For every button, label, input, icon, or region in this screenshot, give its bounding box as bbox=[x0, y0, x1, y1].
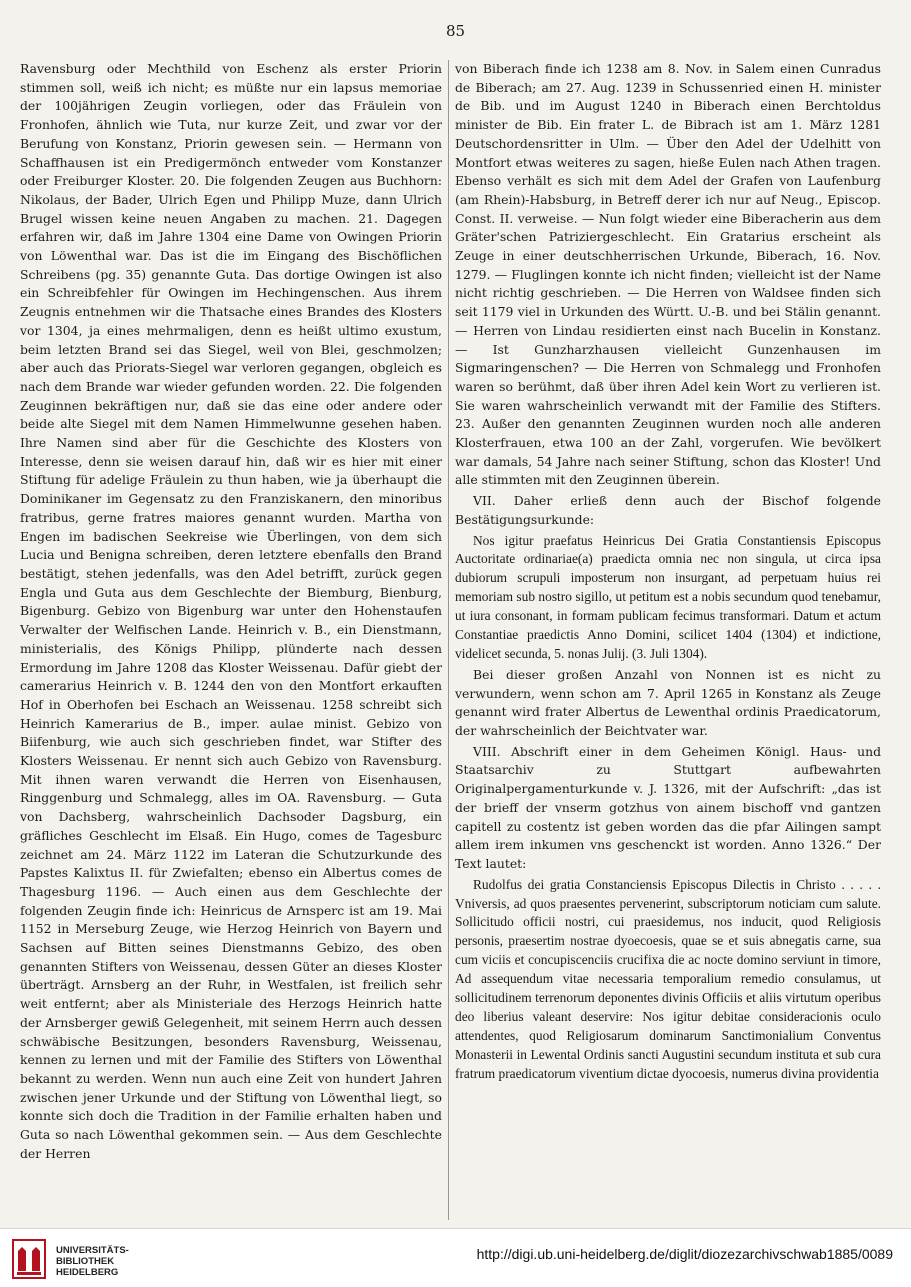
left-column bbox=[20, 60, 442, 1222]
library-name-line: BIBLIOTHEK bbox=[56, 1256, 115, 1267]
library-name-line: HEIDELBERG bbox=[56, 1267, 119, 1278]
right-paragraph: VIII. Abschrift einer in dem Geheimen Königl. Haus- und Staatsarchiv zu Stuttgart aufbewahrten Originalpergamenturkunde v. J. 1326, mit der Aufschrift: „das ist der brieff der vnserm gotzhus von ainem bischoff vnd gantzen capitell zu costentz ist geben worden das die pfar Ailingen sampt allem irem inkumen vns geschenckt ist worden. Anno 1326.“ Der Text lautet: bbox=[455, 743, 881, 871]
latin-paragraph: Rudolfus dei gratia Constanciensis Episcopus Dilectis in Christo . . . . . Vniversis, ad quos praesentes pervenerint, subscriptorum noticiam cum salute. Sollicitudo officii nostri, cui praesidemus, nos inducit, quod Religiosis personis, praesertim nostrae dyoecoesis, quae se et suis abnegatis carne, sua cum viciis et concupiscenciis crucifixa die ac nocte domino serviunt in timore, Ad assequendum vitae necessaria temporalium remedio consulamus, ut sollicitudinem terrenorum deponentes divinis Officiis et aliis virtutum operibus deo liberius valeant deservire: Nos igitur debitae consideracionis oculo attendentes, quod Religiosarum dominarum Sanctimonialium Conventus Monasterii in Lewental Ordinis sancti Augustini secundum instituta et sub cura fratrum praedicatorum viventium dictae dyocoesis, numerus divina providentia bbox=[455, 876, 881, 1081]
latin-paragraph: Nos igitur praefatus Heinricus Dei Gratia Constantiensis Episcopus Auctoritate ordinariae(a) praedicta omnia nec non singula, ut circa ipsa dubiorum scrupuli imposterum non insurgant, ad perpetuam huius rei memoriam sub nostro sigillo, ut petitum est a nobis secundum quod tenebamur, ut iura consonant, in formam publicam fecimus transformari. Datum et actum Constantiae praedictis Anno Domini, scilicet 1404 (1304) et indictione, videlicet secunda, 5. nonas Julij. (3. Juli 1304). bbox=[455, 532, 881, 662]
right-paragraph: Bei dieser großen Anzahl von Nonnen ist es nicht zu verwundern, wenn schon am 7. April 1265 in Konstanz als Zeuge genannt wird frater Albertus de Lewenthal ordinis Praedicatorum, der wahrscheinlich der Beichtvater war. bbox=[455, 666, 881, 739]
library-logo-icon[interactable] bbox=[12, 1239, 46, 1279]
library-name bbox=[56, 1245, 129, 1278]
right-paragraph: von Biberach finde ich 1238 am 8. Nov. in Salem einen Cunradus de Biberach; am 27. Aug. 1239 in Schussenried einen H. minister de Bib. und im August 1240 in Biberach einen Berchtoldus minister de Bib. Ein frater L. de Bibrach ist am 1. März 1281 Deutschordensritter in Ulm. — Über den Adel der Udelhitt von Montfort etwas weiteres zu sagen, hieße Eulen nach Athen tragen. Ebenso verhält es sich mit dem Adel der Grafen von Laufenburg (am Rhein)-Habsburg, in Betreff derer ich nur auf Neug., Episcop. Const. II. verweise. — Nun folgt wieder eine Biberacherin aus dem Gräter'schen Patriziergeschlecht. Ein Gratarius erscheint als Zeuge in einer deutschherrischen Urkunde, Biberach, 16. Nov. 1279. — Fluglingen konnte ich nicht finden; vielleicht ist der Name nicht richtig geschrieben. — Die Herren von Waldsee finden sich seit 1179 viel in Urkunden des Württ. U.-B. und bei Stälin genannt. — Herren von Lindau residierten einst nach Bucelin in Konstanz. — Ist Gunzharzhausen vielleicht Gunzenhausen im Sigmaringenschen? — Die Herren von Schmalegg und Fronhofen waren so berühmt, daß über ihren Adel kein Wort zu verlieren ist. Sie waren wahrscheinlich verwandt mit der Familie des Stifters. 23. Außer den genannten Zeuginnen wurden noch alle anderen Klosterfrauen, etwa 100 an der Zahl, vorgerufen. Wie bevölkert war damals, 54 Jahre nach seiner Stiftung, schon das Kloster! Und alle stimmten mit den Zeuginnen überein. bbox=[455, 61, 881, 488]
right-column bbox=[455, 60, 881, 1222]
right-paragraph: VII. Daher erließ denn auch der Bischof folgende Bestätigungsurkunde: bbox=[455, 493, 881, 527]
library-name-line: UNIVERSITÄTS- bbox=[56, 1245, 129, 1256]
column-divider bbox=[448, 60, 449, 1220]
footer-bar bbox=[0, 1228, 911, 1287]
page-number: 85 bbox=[445, 22, 466, 40]
left-paragraph: Ravensburg oder Mechthild von Eschenz als erster Priorin stimmen soll, weiß ich nicht; es müßte nur ein lapsus memoriae der 100jährigen Zeugin vorliegen, oder das Fräulein von Fronhofen, ähnlich wie Tuta, nur kurze Zeit, und zwar vor der Berufung von Konstanz, Priorin gewesen sein. — Hermann von Schaffhausen ist ein Predigermönch entweder vom Konstanzer oder Freiburger Kloster. 20. Die folgenden Zeugen aus Buchhorn: Nikolaus, der Bader, Ulrich Egen und Philipp Muze, dann Ulrich Brugel wissen keine neuen Angaben zu machen. 21. Dagegen erfahren wir, daß im Jahre 1304 eine Dame von Owingen Priorin von Löwenthal war. Das ist die im Eingang des Bischöflichen Schreibens (pg. 35) genannte Guta. Das dortige Owingen ist also ein Schreibfehler für Owingen im Hechingenschen. Aus ihrem Zeugnis entnehmen wir die Thatsache eines Brandes des Klosters vor 1304, ja eines mehrmaligen, denn es heißt ultimo exustum, beim letzten Brand sei das Siegel, weil von Blei, geschmolzen; aber auch das Priorats-Siegel war verloren gegangen, obgleich es nach dem Brande war wieder gefunden worden. 22. Die folgenden Zeuginnen bekräftigen nur, daß sie das eine oder andere oder beide alte Siegel mit dem Namen Himmelwunne gesehen haben. Ihre Namen sind aber für die Geschichte des Klosters von Interesse, denn sie weisen darauf hin, daß wir es hier mit einer Stiftung für adelige Fräulein zu thun haben, wie ja überhaupt die Dominikaner im Gegensatz zu den Franziskanern, den minoribus fratribus, gerne fratres maiores genannt wurden. Martha von Engen im badischen Seekreise wie Überlingen, von dem sich Lucia und Benigna schreiben, deren letztere ebenfalls den Brand bestätigt, stehen jedenfalls, was den Adel betrifft, zurück gegen Engla und Guta aus dem Geschlechte der Biemburg, Bienburg, Bigenburg. Gebizo von Bigenburg war unter den Hohenstaufen Verwalter der Welfischen Lande. Heinrich v. B., ein Dienstmann, ministerialis, des Königs Philipp, plünderte nach dessen Ermordung im Jahre 1208 das Kloster Weissenau. Dafür giebt der camerarius Heinrich v. B. 1244 den von den Montfort erkauften Hof in Oberhofen bei Eschach an Weissenau. 1258 schreibt sich Heinrich Kamerarius de B., imper. aulae minist. Gebizo von Biifenburg, wie auch sich geschrieben findet, war Stifter des Klosters Weissenau. Er nennt sich auch Gebizo von Ravensburg. Mit ihnen waren verwandt die Herren von Eisenhausen, Ringgenburg und Schmalegg, alles im OA. Ravensburg. — Guta von Dachsberg, wahrscheinlich Dachsoder Dagsburg, ein gräfliches Geschlecht im Elsaß. Ein Hugo, comes de Tagesburc zeichnet am 24. März 1122 im Lateran die Schutzurkunde des Papstes Kalixtus II. für Zwiefalten; ebenso ein Albertus comes de Thagesburg 1196. — Auch einen aus dem Geschlechte der folgenden Zeugin finde ich: Heinricus de Arnsperc ist am 19. Mai 1152 in Merseburg Zeuge, wie Herzog Heinrich von Bayern und Sachsen auf Bitten seines Dienstmanns Gebizo, des oben genannten Stifters von Weissenau, dessen Güter an dieses Kloster überträgt. Arnsberg an der Ruhr, in Westfalen, ist freilich sehr weit entfernt; aber als Ministeriale des Herzogs Heinrich hatte der Arnsberger gewiß Gelegenheit, mit seinem Herrn auch dessen schwäbische Besitzungen, besonders Ravensburg, Weissenau, kennen zu lernen und mit der Familie des Stifters von Löwenthal bekannt zu werden. Wenn nun auch eine Zeit von hundert Jahren zwischen jener Urkunde und der Stiftung von Löwenthal liegt, so konnte sich doch die Tradition in der Familie erhalten haben und Guta so nach Löwenthal gekommen sein. — Aus dem Geschlechte der Herren bbox=[20, 61, 442, 1161]
source-url-link[interactable]: http://digi.ub.uni-heidelberg.de/diglit/diozezarchivschwab1885/0089 bbox=[476, 1246, 893, 1262]
